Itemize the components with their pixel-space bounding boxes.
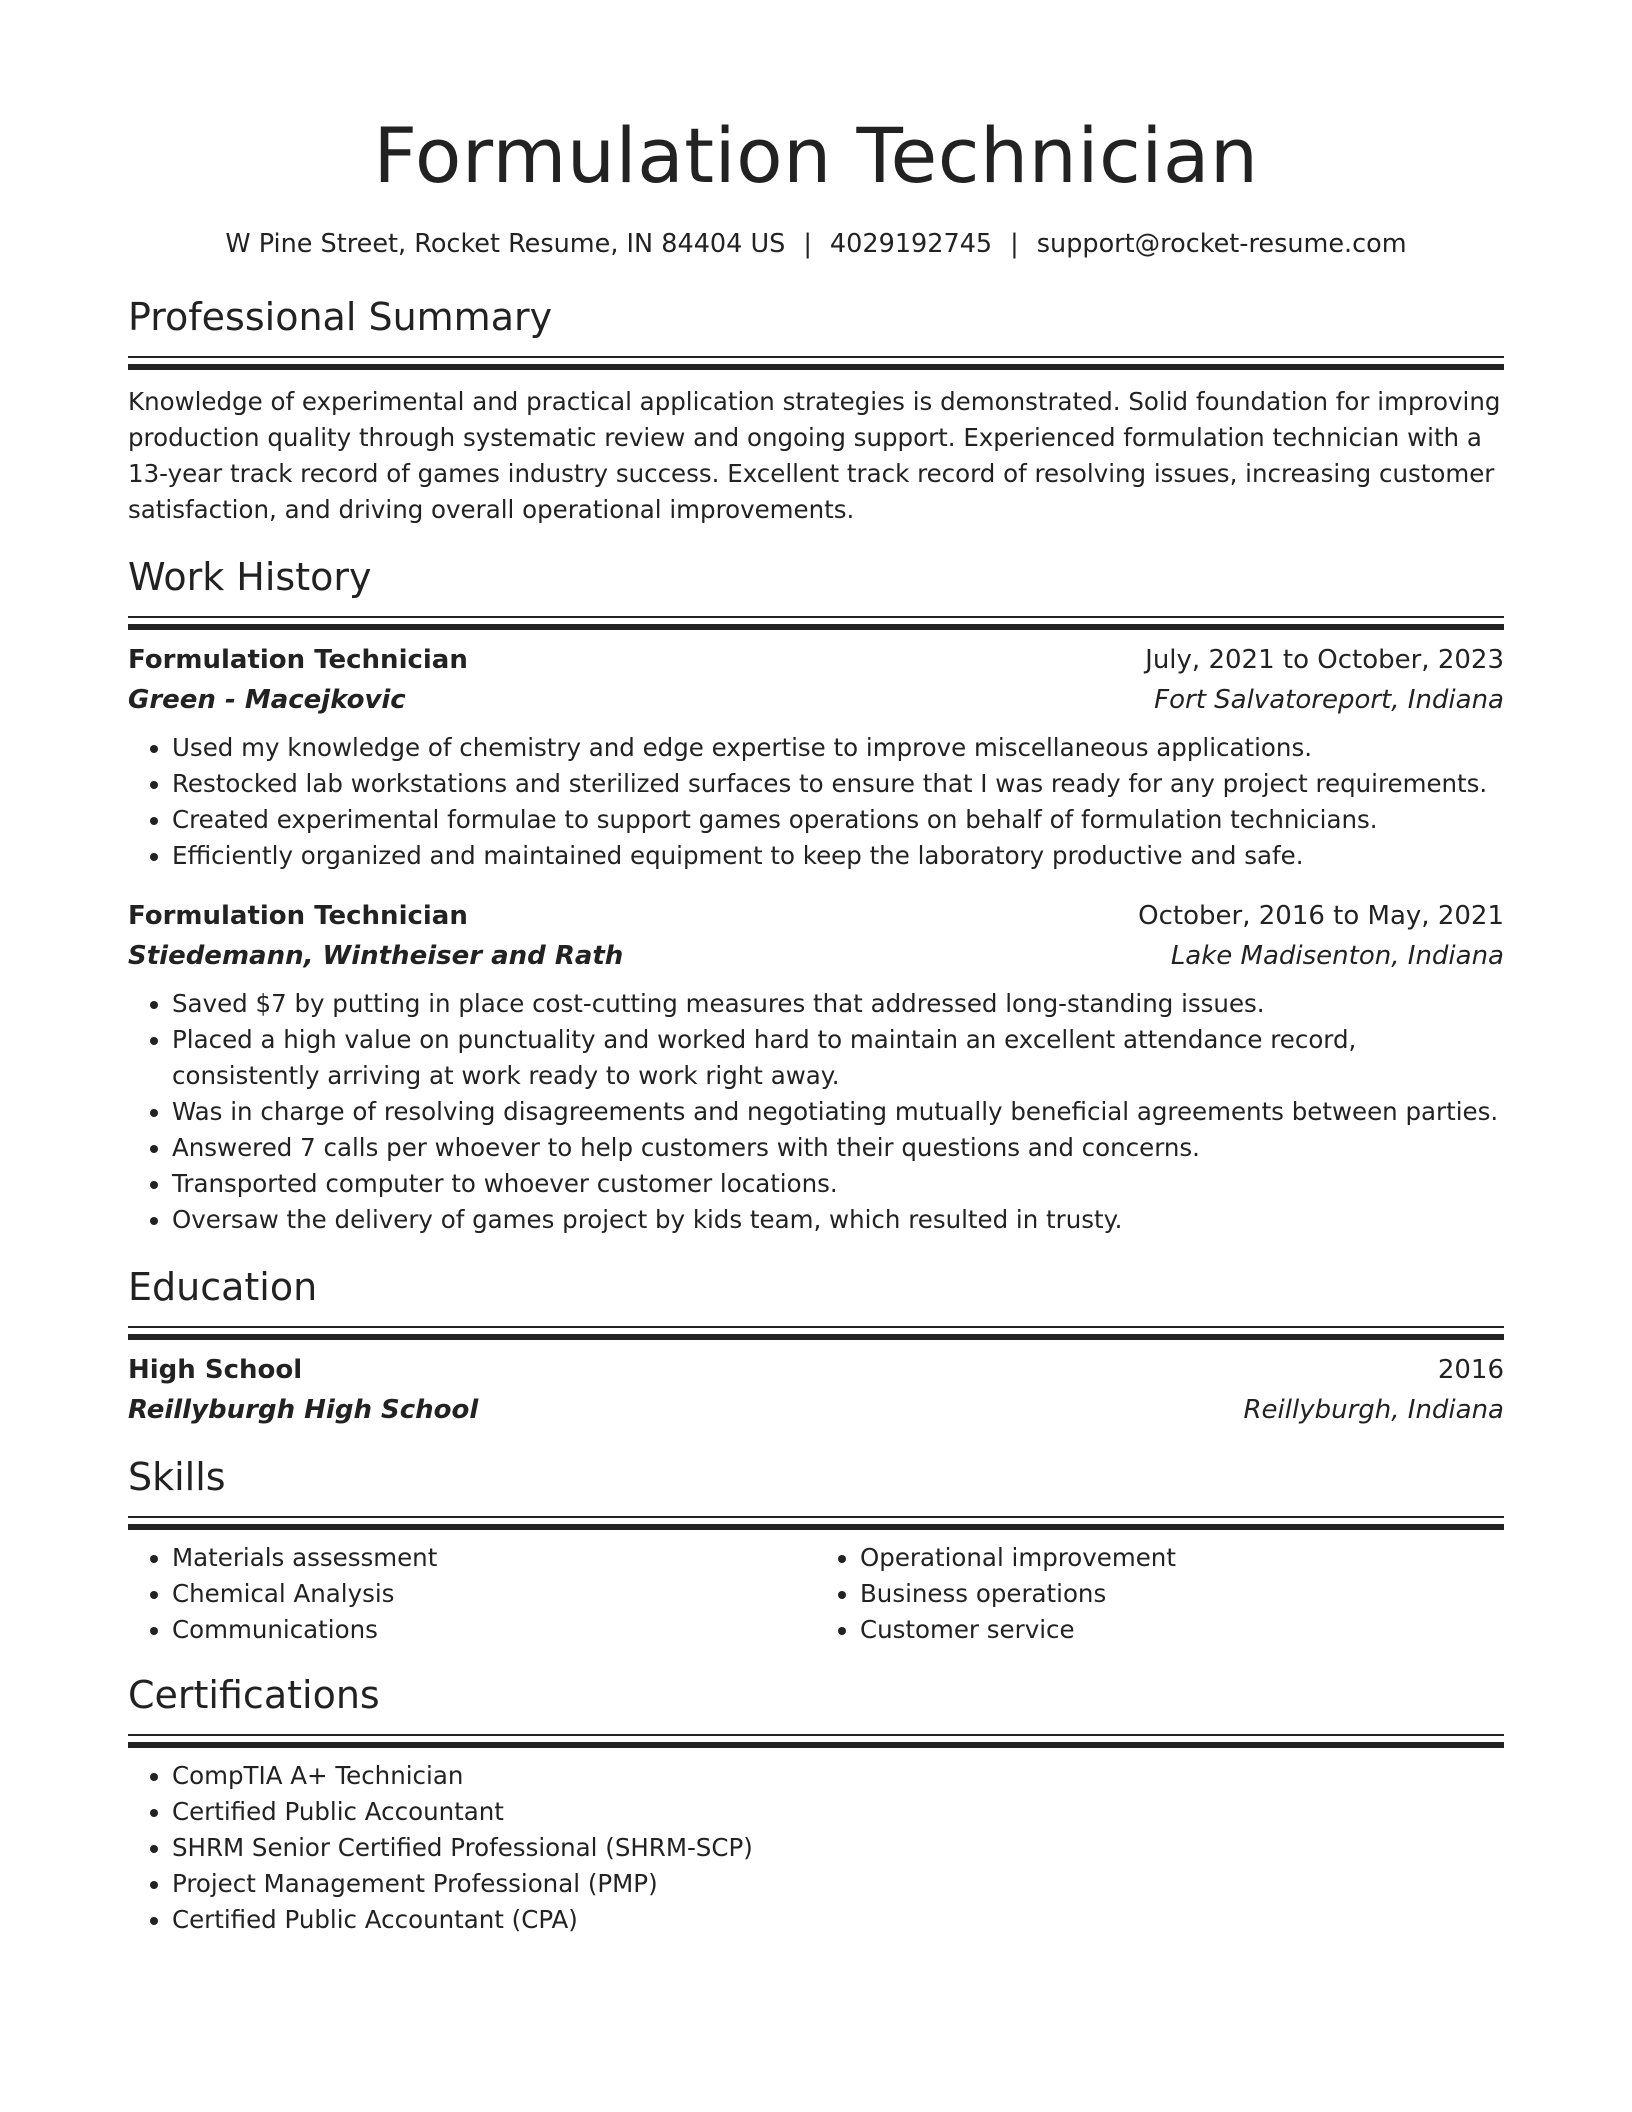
list-item: • Project Management Professional (PMP)	[172, 1866, 1504, 1902]
contact-email[interactable]: support@rocket-resume.com	[1036, 229, 1407, 259]
job-entry	[128, 640, 1504, 874]
job-header	[128, 896, 1504, 936]
list-item: • Created experimental formulae to support games operations on behalf of formulation technicians.	[172, 802, 1504, 838]
education-entry	[128, 1350, 1504, 1430]
list-item: • Communications	[172, 1612, 816, 1648]
job-title: Formulation Technician	[128, 644, 468, 675]
job-dates: July, 2021 to October, 2023	[1145, 644, 1504, 675]
skills-grid	[128, 1530, 1504, 1648]
education-school: Reillyburgh High School	[128, 1394, 479, 1425]
skills-list-left	[128, 1540, 816, 1648]
skills-section	[128, 1454, 1504, 1648]
contact-line	[128, 229, 1504, 259]
list-item: • Was in charge of resolving disagreements and negotiating mutually beneficial agreements between parties.	[172, 1094, 1504, 1130]
list-item: • Used my knowledge of chemistry and edge expertise to improve miscellaneous applications.	[172, 730, 1504, 766]
list-item: • Customer service	[860, 1612, 1504, 1648]
list-item: • Chemical Analysis	[172, 1576, 816, 1612]
contact-address: W Pine Street, Rocket Resume, IN 84404 US	[225, 229, 786, 259]
certifications-section	[128, 1672, 1504, 1938]
contact-phone: 4029192745	[829, 229, 993, 259]
job-entry	[128, 896, 1504, 1238]
skills-list-right	[816, 1540, 1504, 1648]
list-item: • Efficiently organized and maintained equipment to keep the laboratory productive and safe.	[172, 838, 1504, 874]
list-item: • CompTIA A+ Technician	[172, 1758, 1504, 1794]
education-year: 2016	[1437, 1354, 1504, 1385]
section-divider	[128, 616, 1504, 630]
education-section	[128, 1264, 1504, 1430]
summary-text: Knowledge of experimental and practical application strategies is demonstrated. Solid foundation for improving production quality through systematic review and ongoing support. Experienced formulation technician with a 13-year track record of games industry success. Excellent track record of resolving issues, increasing customer satisfaction, and driving overall operational improvements.	[128, 386, 1501, 524]
job-dates: October, 2016 to May, 2021	[1138, 900, 1504, 931]
section-divider	[128, 356, 1504, 370]
job-company: Stiedemann, Wintheiser and Rath	[128, 940, 624, 971]
list-item: • Certified Public Accountant	[172, 1794, 1504, 1830]
job-title: Formulation Technician	[128, 900, 468, 931]
list-item: • Saved $7 by putting in place cost-cutting measures that addressed long-standing issues.	[172, 986, 1504, 1022]
list-item: • Materials assessment	[172, 1540, 816, 1576]
job-company: Green - Macejkovic	[128, 684, 406, 715]
job-subheader	[128, 936, 1504, 976]
section-heading-skills: Skills	[128, 1454, 226, 1499]
list-item: • Oversaw the delivery of games project by kids team, which resulted in trusty.	[172, 1202, 1504, 1238]
job-header	[128, 640, 1504, 680]
list-item: • Business operations	[860, 1576, 1504, 1612]
contact-separator: |	[803, 229, 812, 259]
list-item: • SHRM Senior Certified Professional (SHRM-SCP)	[172, 1830, 1504, 1866]
section-divider	[128, 1734, 1504, 1748]
section-divider	[128, 1516, 1504, 1530]
job-bullets	[128, 730, 1504, 874]
list-item: • Transported computer to whoever customer locations.	[172, 1166, 1504, 1202]
education-location: Reillyburgh, Indiana	[1243, 1394, 1504, 1425]
list-item: • Placed a high value on punctuality and worked hard to maintain an excellent attendance record, consistently arriving at work ready to work right away.	[172, 1022, 1504, 1094]
contact-separator: |	[1010, 229, 1019, 259]
list-item: • Answered 7 calls per whoever to help customers with their questions and concerns.	[172, 1130, 1504, 1166]
education-header	[128, 1350, 1504, 1390]
job-location: Fort Salvatoreport, Indiana	[1154, 684, 1504, 715]
job-bullets	[128, 986, 1504, 1238]
section-divider	[128, 1326, 1504, 1340]
section-heading-education: Education	[128, 1264, 318, 1309]
work-section	[128, 554, 1504, 1238]
job-location: Lake Madisenton, Indiana	[1170, 940, 1504, 971]
certifications-list	[128, 1758, 1504, 1938]
section-heading-summary: Professional Summary	[128, 294, 553, 339]
education-subheader	[128, 1390, 1504, 1430]
summary-section	[128, 294, 1504, 528]
list-item: • Certified Public Accountant (CPA)	[172, 1902, 1504, 1938]
job-subheader	[128, 680, 1504, 720]
education-degree: High School	[128, 1354, 303, 1385]
section-heading-work: Work History	[128, 554, 372, 599]
section-heading-certifications: Certifications	[128, 1672, 380, 1717]
resume-name: Formulation Technician	[373, 111, 1259, 200]
list-item: • Restocked lab workstations and sterilized surfaces to ensure that I was ready for any project requirements.	[172, 766, 1504, 802]
list-item: • Operational improvement	[860, 1540, 1504, 1576]
